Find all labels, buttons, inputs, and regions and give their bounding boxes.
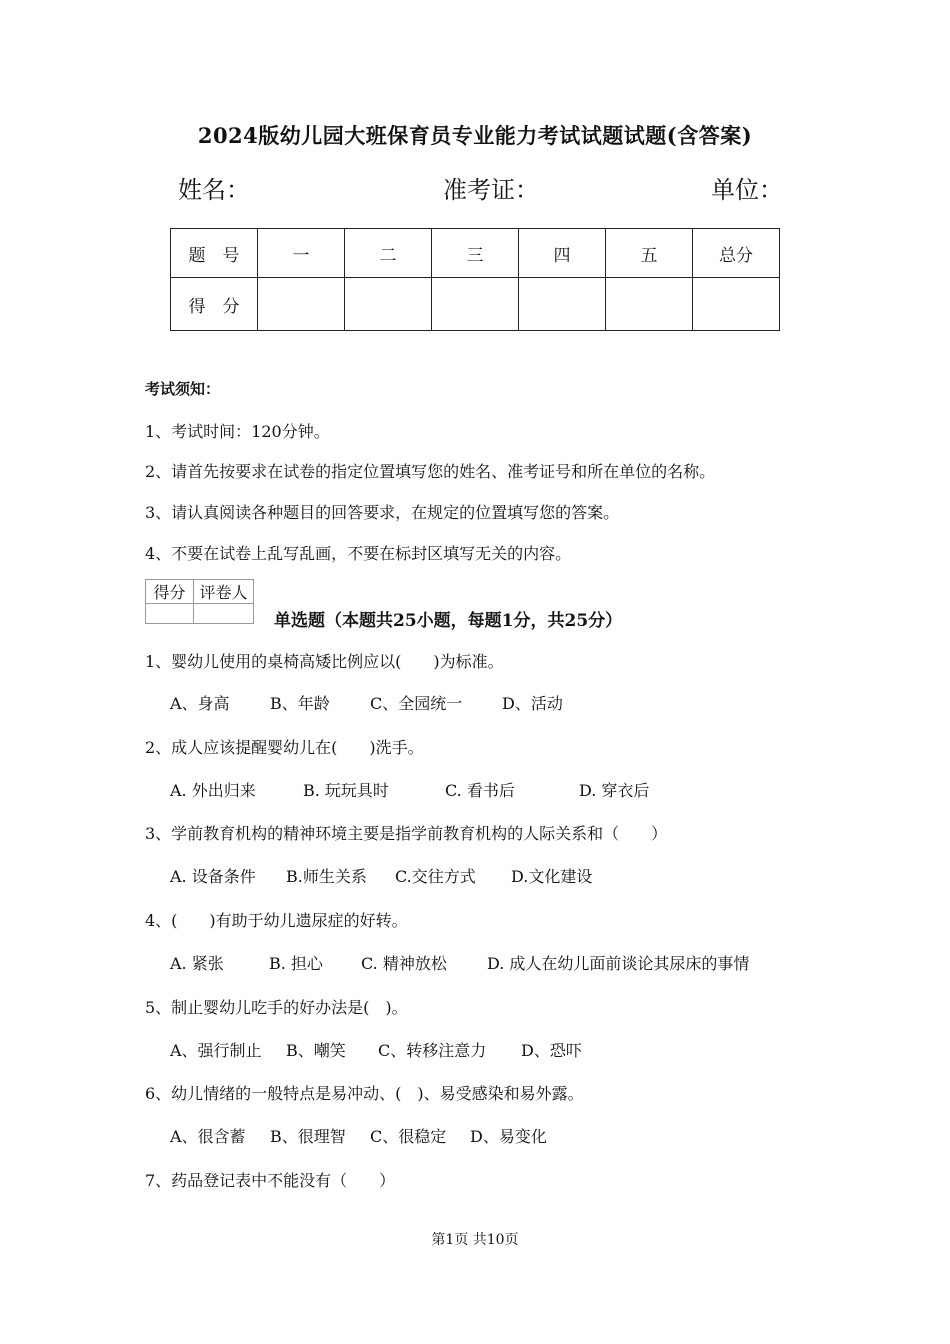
question-text: 6、幼儿情绪的一般特点是易冲动、( )、易受感染和易外露。 bbox=[145, 1084, 584, 1103]
score-cell bbox=[345, 278, 432, 331]
option: D、恐吓 bbox=[521, 1041, 582, 1060]
grader-score-cell bbox=[146, 604, 194, 624]
notice-item: 2、请首先按要求在试卷的指定位置填写您的姓名、准考证号和所在单位的名称。 bbox=[145, 462, 716, 481]
notice-item: 4、不要在试卷上乱写乱画，不要在标封区填写无关的内容。 bbox=[145, 544, 572, 563]
option: C.交往方式 bbox=[395, 867, 476, 886]
option: D、活动 bbox=[502, 694, 563, 713]
question-options bbox=[170, 778, 649, 801]
notice-item: 1、考试时间：120分钟。 bbox=[145, 422, 330, 441]
option: C. 精神放松 bbox=[361, 954, 447, 973]
question-text: 1、婴幼儿使用的桌椅高矮比例应以( )为标准。 bbox=[145, 652, 504, 671]
option: D.文化建设 bbox=[511, 867, 593, 886]
question-text: 3、学前教育机构的精神环境主要是指学前教育机构的人际关系和（ ） bbox=[145, 824, 668, 843]
option: A. 紧张 bbox=[170, 954, 224, 973]
grader-name-cell bbox=[194, 604, 254, 624]
score-cell: 四 bbox=[519, 229, 606, 278]
option: C、转移注意力 bbox=[378, 1041, 487, 1060]
option: B、年龄 bbox=[270, 694, 330, 713]
option: A. 设备条件 bbox=[170, 867, 256, 886]
exam-title: 2024版幼儿园大班保育员专业能力考试试题试题(含答案) bbox=[197, 123, 753, 148]
option: D. 穿衣后 bbox=[579, 781, 650, 800]
notice-title: 考试须知： bbox=[145, 380, 221, 398]
score-cell: 得 分 bbox=[171, 278, 258, 331]
question-text: 5、制止婴幼儿吃手的好办法是( )。 bbox=[145, 998, 408, 1017]
score-table-score-row bbox=[171, 278, 780, 331]
option: B、很理智 bbox=[270, 1127, 346, 1146]
option: C、全园统一 bbox=[370, 694, 463, 713]
score-cell: 三 bbox=[432, 229, 519, 278]
name-field-label: 姓名： bbox=[178, 176, 250, 204]
option: D、易变化 bbox=[470, 1127, 547, 1146]
grader-score-label: 得分 bbox=[146, 580, 194, 604]
question-text: 7、药品登记表中不能没有（ ） bbox=[145, 1171, 396, 1190]
option: B.师生关系 bbox=[286, 867, 367, 886]
score-cell: 一 bbox=[258, 229, 345, 278]
option: C. 看书后 bbox=[445, 781, 515, 800]
question-text: 4、( )有助于幼儿遗尿症的好转。 bbox=[145, 911, 408, 930]
option: A、身高 bbox=[170, 694, 230, 713]
question-options bbox=[170, 1124, 547, 1147]
option: D. 成人在幼儿面前谈论其尿床的事情 bbox=[487, 954, 750, 973]
score-cell: 五 bbox=[606, 229, 693, 278]
question-options bbox=[170, 1038, 582, 1061]
option: A、很含蓄 bbox=[170, 1127, 246, 1146]
question-options bbox=[170, 951, 749, 974]
score-cell bbox=[693, 278, 780, 331]
score-cell: 题 号 bbox=[171, 229, 258, 278]
question-text: 2、成人应该提醒婴幼儿在( )洗手。 bbox=[145, 738, 424, 757]
score-table-header-row bbox=[171, 229, 780, 278]
question-options bbox=[170, 691, 563, 714]
option: B、嘲笑 bbox=[286, 1041, 346, 1060]
notice-item: 3、请认真阅读各种题目的回答要求，在规定的位置填写您的答案。 bbox=[145, 503, 620, 522]
score-cell bbox=[606, 278, 693, 331]
unit-field-label: 单位： bbox=[711, 176, 783, 204]
option: B. 担心 bbox=[269, 954, 323, 973]
section-title: 单选题（本题共25小题，每题1分，共25分） bbox=[274, 611, 623, 631]
score-cell bbox=[519, 278, 606, 331]
grader-name-label: 评卷人 bbox=[194, 580, 254, 604]
exam-id-field-label: 准考证： bbox=[443, 176, 539, 204]
option: B. 玩玩具时 bbox=[303, 781, 389, 800]
score-cell bbox=[432, 278, 519, 331]
option: A、强行制止 bbox=[170, 1041, 262, 1060]
question-options bbox=[170, 864, 592, 887]
score-cell bbox=[258, 278, 345, 331]
grader-table bbox=[145, 579, 254, 624]
score-cell: 二 bbox=[345, 229, 432, 278]
option: C、很稳定 bbox=[370, 1127, 447, 1146]
score-table bbox=[170, 228, 780, 331]
page-footer: 第1页 共10页 bbox=[431, 1232, 519, 1248]
option: A. 外出归来 bbox=[170, 781, 256, 800]
score-cell: 总分 bbox=[693, 229, 780, 278]
